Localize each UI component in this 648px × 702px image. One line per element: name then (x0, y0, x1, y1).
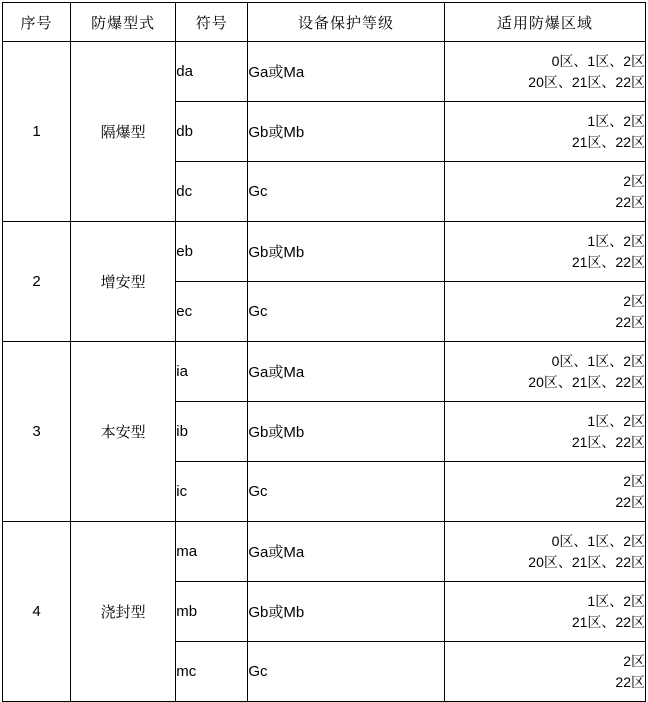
zone-line: 22区 (615, 313, 645, 330)
cell-no: 4 (3, 522, 71, 702)
column-header-type: 防爆型式 (71, 3, 176, 42)
table-body (3, 42, 646, 702)
zone-line: 1区、2区 (587, 593, 645, 610)
zone-line: 2区 (623, 473, 645, 490)
cell-type: 浇封型 (71, 522, 176, 702)
zone-line: 20区、21区、22区 (528, 553, 645, 570)
cell-level: Ga或Ma (248, 522, 444, 582)
zone-line: 1区、2区 (587, 413, 645, 430)
cell-zone (444, 342, 645, 402)
cell-symbol: mb (176, 582, 248, 642)
cell-no: 1 (3, 42, 71, 222)
cell-symbol: eb (176, 222, 248, 282)
zone-line: 0区、1区、2区 (551, 353, 645, 370)
explosion-protection-table (2, 2, 646, 702)
column-header-symbol: 符号 (176, 3, 248, 42)
cell-symbol: db (176, 102, 248, 162)
cell-no: 3 (3, 342, 71, 522)
cell-level: Gb或Mb (248, 102, 444, 162)
cell-symbol: ib (176, 402, 248, 462)
cell-zone (444, 162, 645, 222)
cell-zone (444, 642, 645, 702)
cell-type: 本安型 (71, 342, 176, 522)
cell-symbol: ia (176, 342, 248, 402)
cell-no: 2 (3, 222, 71, 342)
table-row (3, 342, 646, 402)
zone-line: 0区、1区、2区 (551, 533, 645, 550)
zone-line: 22区 (615, 493, 645, 510)
cell-level: Gb或Mb (248, 582, 444, 642)
cell-type: 隔爆型 (71, 42, 176, 222)
zone-line: 21区、22区 (571, 253, 645, 270)
column-header-zone: 适用防爆区域 (444, 3, 645, 42)
cell-zone (444, 42, 645, 102)
cell-level: Gc (248, 162, 444, 222)
cell-level: Gb或Mb (248, 222, 444, 282)
zone-line: 22区 (615, 193, 645, 210)
zone-line: 2区 (623, 293, 645, 310)
cell-zone (444, 102, 645, 162)
zone-line: 20区、21区、22区 (528, 373, 645, 390)
table-row (3, 42, 646, 102)
cell-symbol: dc (176, 162, 248, 222)
cell-level: Gc (248, 282, 444, 342)
zone-line: 1区、2区 (587, 233, 645, 250)
cell-zone (444, 462, 645, 522)
column-header-no: 序号 (3, 3, 71, 42)
table-header-row (3, 3, 646, 42)
cell-zone (444, 222, 645, 282)
zone-line: 2区 (623, 173, 645, 190)
zone-line: 21区、22区 (571, 433, 645, 450)
cell-level: Gc (248, 462, 444, 522)
table-header (3, 3, 646, 42)
cell-zone (444, 582, 645, 642)
zone-line: 2区 (623, 653, 645, 670)
cell-type: 增安型 (71, 222, 176, 342)
table-row (3, 522, 646, 582)
cell-level: Ga或Ma (248, 342, 444, 402)
table-row (3, 222, 646, 282)
zone-line: 1区、2区 (587, 113, 645, 130)
zone-line: 22区 (615, 673, 645, 690)
cell-symbol: mc (176, 642, 248, 702)
cell-symbol: ma (176, 522, 248, 582)
cell-symbol: da (176, 42, 248, 102)
zone-line: 0区、1区、2区 (551, 53, 645, 70)
cell-level: Ga或Ma (248, 42, 444, 102)
zone-line: 20区、21区、22区 (528, 73, 645, 90)
cell-zone (444, 402, 645, 462)
zone-line: 21区、22区 (571, 133, 645, 150)
cell-zone (444, 282, 645, 342)
cell-level: Gc (248, 642, 444, 702)
cell-symbol: ic (176, 462, 248, 522)
zone-line: 21区、22区 (571, 613, 645, 630)
column-header-level: 设备保护等级 (248, 3, 444, 42)
cell-symbol: ec (176, 282, 248, 342)
cell-zone (444, 522, 645, 582)
cell-level: Gb或Mb (248, 402, 444, 462)
